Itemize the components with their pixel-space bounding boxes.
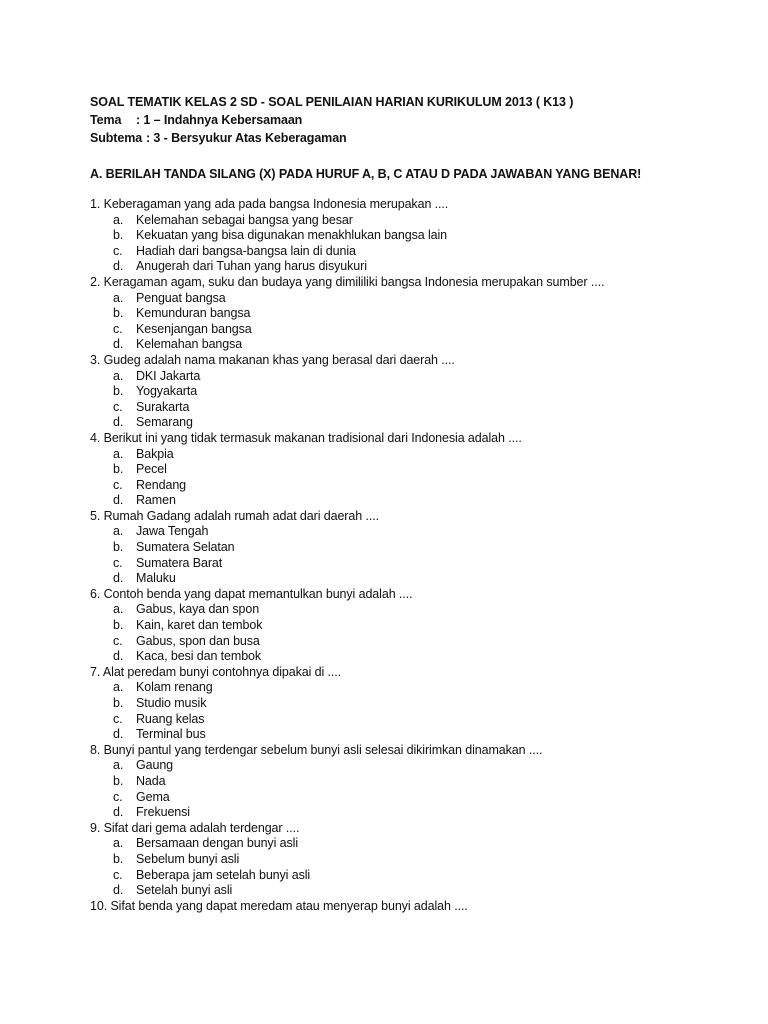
option-text: Kesenjangan bangsa (136, 321, 252, 336)
option-text: Kemunduran bangsa (136, 306, 251, 321)
option-letter: d. (113, 805, 124, 820)
option-text: Gabus, kaya dan spon (136, 602, 260, 617)
tema-value: : 1 – Indahnya Kebersamaan (136, 113, 303, 127)
option-text: Yogyakarta (136, 384, 198, 399)
question-text: 8. Bunyi pantul yang terdengar sebelum bunyi asli selesai dikirimkan dinamakan .... (90, 742, 543, 757)
question-text: 10. Sifat benda yang dapat meredam atau menyerap bunyi adalah .... (90, 898, 468, 913)
option-letter: a. (113, 524, 124, 539)
option-letter: d. (113, 649, 124, 664)
option-letter: c. (113, 711, 123, 726)
option-text: Maluku (136, 571, 176, 586)
option-letter: a. (113, 212, 124, 227)
option-letter: a. (113, 446, 124, 461)
answer-option (90, 337, 730, 353)
answer-options (90, 524, 730, 586)
option-letter: b. (113, 228, 124, 243)
option-letter: b. (113, 618, 124, 633)
option-text: Kolam renang (136, 680, 213, 695)
answer-options (90, 369, 730, 431)
option-letter: b. (113, 462, 124, 477)
option-text: Terminal bus (136, 727, 206, 742)
option-letter: d. (113, 883, 124, 898)
answer-option (90, 462, 730, 478)
option-text: Studio musik (136, 696, 207, 710)
option-text: Hadiah dari bangsa-bangsa lain di dunia (136, 243, 356, 258)
option-letter: b. (113, 851, 124, 866)
option-text: Gaung (136, 758, 174, 773)
answer-option (90, 384, 730, 400)
answer-option (90, 228, 730, 244)
option-letter: a. (113, 602, 124, 617)
option-text: Penguat bangsa (136, 290, 226, 305)
answer-option (90, 649, 730, 665)
option-letter: d. (113, 415, 124, 430)
answer-option (90, 790, 730, 806)
answer-options (90, 680, 730, 742)
section-instruction: A. BERILAH TANDA SILANG (X) PADA HURUF A, B, C ATAU D PADA JAWABAN YANG BENAR! (90, 167, 642, 181)
question-list (90, 197, 730, 914)
question-text: 7. Alat peredam bunyi contohnya dipakai di .... (90, 664, 342, 679)
answer-option (90, 618, 730, 634)
answer-option (90, 758, 730, 774)
answer-options (90, 602, 730, 664)
option-letter: b. (113, 306, 124, 321)
question-text: 1. Keberagaman yang ada pada bangsa Indonesia merupakan .... (90, 197, 449, 211)
option-letter: c. (113, 399, 123, 414)
subtema-label: Subtema (90, 131, 143, 145)
answer-options (90, 836, 730, 898)
option-text: Kekuatan yang bisa digunakan menakhlukan bangsa lain (136, 228, 448, 243)
option-letter: b. (113, 773, 124, 788)
answer-option (90, 322, 730, 338)
option-text: Rendang (136, 477, 187, 492)
answer-option (90, 400, 730, 416)
option-text: Anugerah dari Tuhan yang harus disyukuri (136, 259, 367, 274)
answer-option (90, 447, 730, 463)
question-text: 4. Berikut ini yang tidak termasuk makanan tradisional dari Indonesia adalah .... (90, 430, 522, 445)
subtema-line (90, 129, 730, 147)
option-text: Bakpia (136, 446, 174, 461)
option-letter: b. (113, 384, 124, 399)
option-letter: a. (113, 758, 124, 773)
option-letter: c. (113, 321, 123, 336)
option-letter: b. (113, 540, 124, 555)
option-text: Surakarta (136, 399, 190, 414)
option-text: Kaca, besi dan tembok (136, 649, 262, 664)
option-letter: c. (113, 243, 123, 258)
answer-option (90, 774, 730, 790)
answer-option (90, 415, 730, 431)
option-letter: d. (113, 493, 124, 508)
answer-option (90, 540, 730, 556)
answer-option (90, 493, 730, 509)
option-text: Ruang kelas (136, 711, 205, 726)
answer-option (90, 291, 730, 307)
option-letter: a. (113, 680, 124, 695)
answer-options (90, 758, 730, 820)
answer-option (90, 306, 730, 322)
option-text: Sumatera Barat (136, 555, 223, 570)
answer-option (90, 883, 730, 899)
answer-option (90, 571, 730, 587)
option-letter: a. (113, 368, 124, 383)
answer-option (90, 852, 730, 868)
answer-option (90, 244, 730, 260)
answer-option (90, 634, 730, 650)
option-letter: c. (113, 477, 123, 492)
question-text: 2. Keragaman agam, suku dan budaya yang dimililiki bangsa Indonesia merupakan sumber .... (90, 274, 605, 289)
option-letter: d. (113, 259, 124, 274)
question-text: 5. Rumah Gadang adalah rumah adat dari daerah .... (90, 508, 379, 523)
option-text: Frekuensi (136, 805, 190, 820)
option-text: Pecel (136, 462, 167, 477)
question-text: 3. Gudeg adalah nama makanan khas yang berasal dari daerah .... (90, 352, 455, 367)
answer-option (90, 369, 730, 385)
option-text: Jawa Tengah (136, 524, 209, 539)
document-title: SOAL TEMATIK KELAS 2 SD - SOAL PENILAIAN HARIAN KURIKULUM 2013 ( K13 ) (90, 95, 574, 109)
option-letter: d. (113, 337, 124, 352)
option-text: Kain, karet dan tembok (136, 618, 263, 633)
option-text: Gabus, spon dan busa (136, 633, 260, 648)
answer-option (90, 524, 730, 540)
option-text: Semarang (136, 415, 193, 430)
option-text: DKI Jakarta (136, 368, 201, 383)
answer-option (90, 727, 730, 743)
option-text: Setelah bunyi asli (136, 883, 233, 898)
option-text: Sebelum bunyi asli (136, 851, 240, 866)
option-letter: a. (113, 290, 124, 305)
answer-option (90, 805, 730, 821)
subtema-value: : 3 - Bersyukur Atas Keberagaman (146, 131, 347, 145)
answer-option (90, 868, 730, 884)
option-letter: c. (113, 867, 123, 882)
option-letter: d. (113, 727, 124, 742)
option-text: Kelemahan bangsa (136, 337, 243, 352)
option-text: Bersamaan dengan bunyi asli (136, 836, 298, 851)
option-letter: c. (113, 633, 123, 648)
option-letter: a. (113, 836, 124, 851)
option-text: Gema (136, 789, 170, 804)
question-text: 9. Sifat dari gema adalah terdengar .... (90, 820, 300, 835)
option-letter: b. (113, 696, 124, 710)
option-text: Sumatera Selatan (136, 540, 235, 555)
option-text: Beberapa jam setelah bunyi asli (136, 867, 311, 882)
answer-options (90, 291, 730, 353)
answer-option (90, 680, 730, 696)
tema-line (90, 111, 730, 129)
answer-option (90, 712, 730, 728)
answer-options (90, 213, 730, 275)
tema-label: Tema (90, 113, 122, 127)
answer-option (90, 213, 730, 229)
answer-options (90, 447, 730, 509)
answer-option (90, 556, 730, 572)
option-text: Ramen (136, 493, 176, 508)
document-content (90, 93, 730, 914)
option-letter: d. (113, 571, 124, 586)
answer-option (90, 259, 730, 275)
option-text: Nada (136, 773, 166, 788)
answer-option (90, 696, 730, 712)
option-text: Kelemahan sebagai bangsa yang besar (136, 212, 353, 227)
answer-option (90, 478, 730, 494)
answer-option (90, 836, 730, 852)
option-letter: c. (113, 789, 123, 804)
option-letter: c. (113, 555, 123, 570)
answer-option (90, 602, 730, 618)
question-text: 6. Contoh benda yang dapat memantulkan bunyi adalah .... (90, 586, 413, 601)
